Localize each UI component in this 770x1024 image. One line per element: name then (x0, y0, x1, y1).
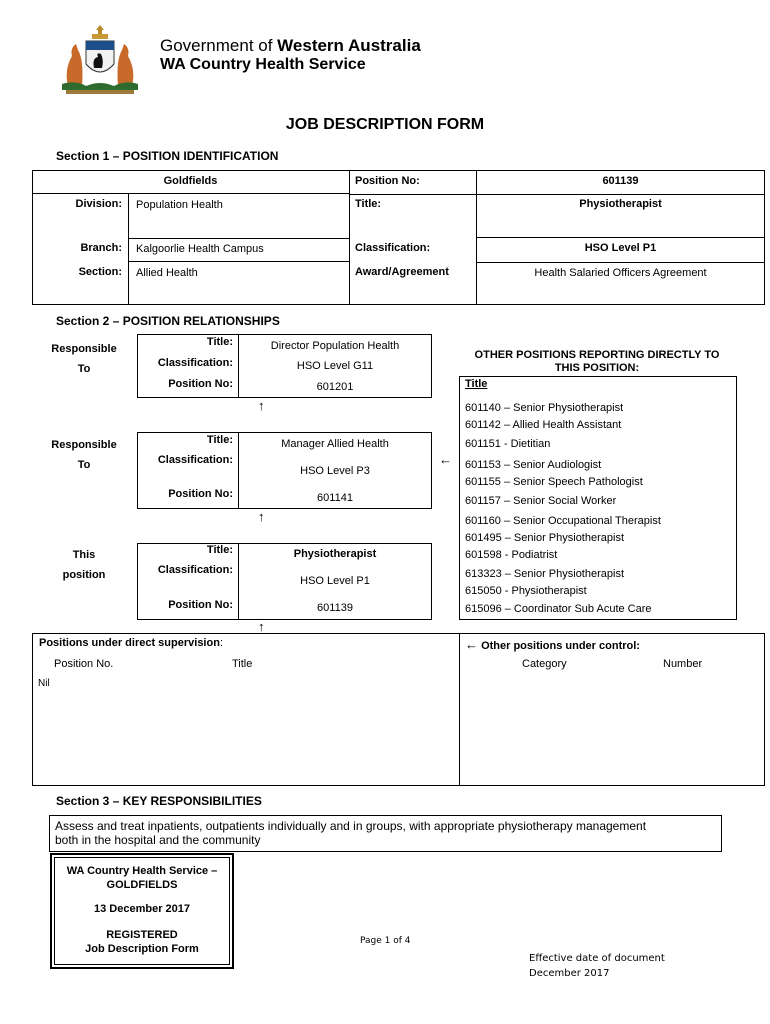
list-item: 601140 – Senior Physiotherapist (465, 402, 624, 414)
arrow-up-icon: ↑ (258, 398, 265, 413)
stamp-registered: REGISTERED (106, 929, 178, 941)
supervision-heading: Positions under direct supervision: (39, 637, 223, 649)
list-item: 601157 – Senior Social Worker (465, 495, 617, 507)
box3-position-no: 601139 (317, 602, 353, 614)
division-value: Population Health (136, 199, 223, 211)
box1-classification-label: Classification: (157, 357, 233, 369)
supervision-value: Nil (38, 678, 50, 689)
responsible-to-label-1: Responsible To (51, 343, 117, 375)
stamp-date: 13 December 2017 (93, 903, 190, 915)
arrow-up-icon: ↑ (258, 619, 265, 634)
box1-position-no-label: Position No: (168, 378, 233, 390)
stamp-region: GOLDFIELDS (106, 879, 178, 891)
supervision-table (32, 633, 765, 786)
title-value: Physiotherapist (579, 198, 662, 210)
government-prefix: Government of (160, 36, 278, 55)
box2-classification-label: Classification: (157, 454, 233, 466)
government-heading (160, 36, 421, 55)
box2-position-no-label: Position No: (168, 488, 233, 500)
stamp-form: Job Description Form (85, 943, 199, 955)
box1-title-label: Title: (206, 336, 233, 348)
list-item: 601495 – Senior Physiotherapist (465, 532, 624, 544)
branch-value: Kalgoorlie Health Campus (136, 243, 264, 255)
list-item: 601142 – Allied Health Assistant (465, 419, 622, 431)
effective-date-label: Effective date of document (529, 953, 665, 964)
box3-title-label: Title: (206, 544, 233, 556)
classification-value: HSO Level P1 (584, 242, 657, 254)
box3-classification: HSO Level P1 (300, 575, 370, 587)
box3-title: Physiotherapist (293, 548, 377, 560)
region-label: Goldfields (163, 175, 218, 187)
registration-stamp (50, 853, 234, 969)
list-item: 615050 - Physiotherapist (465, 585, 587, 597)
key-responsibilities-text: Assess and treat inpatients, outpatients individually and in groups, with appropriate physiotherapy management both in the hospital and the community (55, 819, 647, 847)
stamp-organisation: WA Country Health Service – (66, 865, 218, 877)
section-label: Section: (78, 266, 122, 278)
box2-classification: HSO Level P3 (300, 465, 370, 477)
other-positions-heading: OTHER POSITIONS REPORTING DIRECTLY TO THIS POSITION: (474, 349, 720, 374)
col-position-no: Position No. (54, 658, 114, 670)
effective-date-value: December 2017 (529, 968, 610, 979)
box1-title: Director Population Health (270, 340, 400, 352)
section1-heading: Section 1 – POSITION IDENTIFICATION (56, 149, 279, 163)
responsible-to-label-2: Responsible To (51, 439, 117, 471)
position-no-value: 601139 (602, 175, 639, 187)
other-control-heading: ← Other positions under control: (465, 637, 640, 652)
division-label: Division: (75, 198, 122, 210)
service-heading: WA Country Health Service (160, 56, 366, 73)
section3-heading: Section 3 – KEY RESPONSIBILITIES (56, 794, 262, 808)
col-number: Number (663, 658, 703, 670)
title-label: Title: (355, 198, 382, 210)
arrow-left-icon: ← (439, 452, 452, 467)
award-label: Award/Agreement (355, 266, 449, 278)
award-value: Health Salaried Officers Agreement (534, 267, 707, 279)
col-category: Category (522, 658, 567, 670)
section2-heading: Section 2 – POSITION RELATIONSHIPS (56, 314, 280, 328)
list-item: 601155 – Senior Speech Pathologist (465, 476, 643, 488)
arrow-left-icon: ← (465, 637, 478, 652)
box2-title: Manager Allied Health (281, 438, 389, 450)
this-position-label: This position (62, 549, 106, 581)
position-no-label: Position No: (355, 175, 420, 187)
box1-position-no: 601201 (316, 381, 354, 393)
classification-label: Classification: (355, 242, 431, 254)
col-title: Title (232, 658, 253, 670)
other-positions-title-label: Title (465, 378, 488, 390)
list-item: 601160 – Senior Occupational Therapist (465, 515, 661, 527)
box2-position-no: 601141 (317, 492, 353, 504)
branch-label: Branch: (80, 242, 122, 254)
list-item: 615096 – Coordinator Sub Acute Care (465, 603, 652, 615)
box3-classification-label: Classification: (157, 564, 233, 576)
list-item: 601598 - Podiatrist (465, 549, 558, 561)
government-state: Western Australia (277, 36, 421, 55)
box1-classification: HSO Level G11 (296, 360, 374, 372)
page-title: JOB DESCRIPTION FORM (285, 116, 485, 133)
list-item: 601151 - Dietitian (465, 438, 551, 450)
box2-title-label: Title: (206, 434, 233, 446)
page-number: Page 1 of 4 (360, 936, 411, 946)
list-item: 613323 – Senior Physiotherapist (465, 568, 624, 580)
list-item: 601153 – Senior Audiologist (465, 459, 602, 471)
arrow-up-icon: ↑ (258, 509, 265, 524)
box3-position-no-label: Position No: (168, 599, 233, 611)
section-value: Allied Health (136, 267, 198, 279)
coat-of-arms-logo (56, 24, 144, 96)
effective-date (529, 951, 665, 981)
